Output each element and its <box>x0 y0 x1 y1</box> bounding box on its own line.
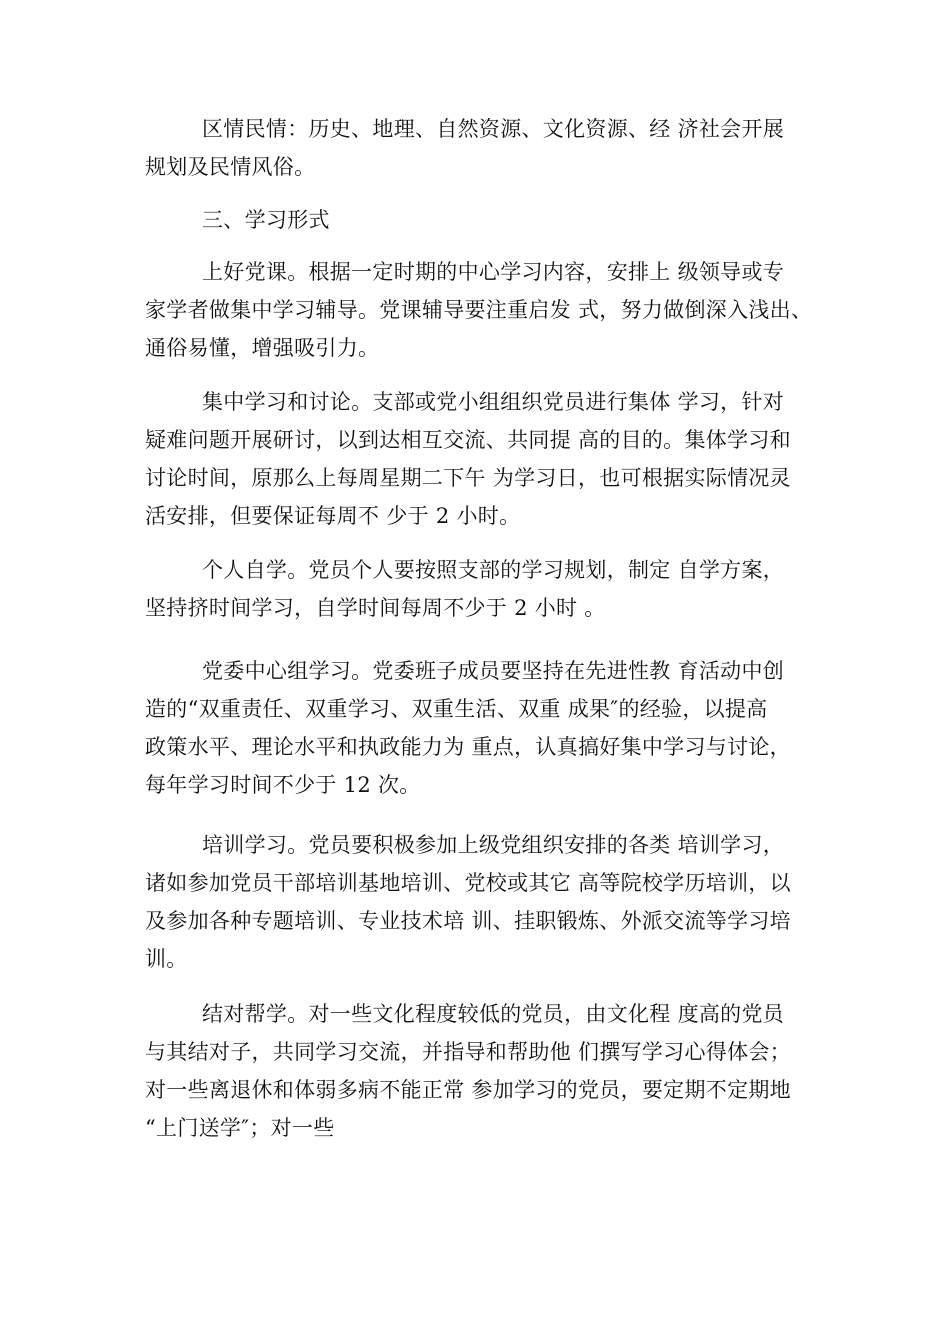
paragraph-training <box>145 826 825 978</box>
paragraph-paired-help <box>145 995 825 1147</box>
text-line: 集中学习和讨论。支部或党小组组织党员进行集体 学习，针对 <box>202 390 785 414</box>
text-line: 对一些离退休和体弱多病不能正常 参加学习的党员，要定期不定期地 <box>145 1078 791 1102</box>
paragraph-regional-info <box>145 110 825 186</box>
paragraph-self-study <box>145 551 825 627</box>
text-line: 每年学习时间不少于 12 次。 <box>145 773 421 797</box>
text-line: 活安排，但要保证每周不 少于 2 小时。 <box>145 504 521 528</box>
text-line: 疑难问题开展研讨，以到达相互交流、共同提 高的目的。集体学习和 <box>145 428 791 452</box>
text-line: 结对帮学。对一些文化程度较低的党员，由文化程 度高的党员 <box>202 1002 785 1026</box>
text-line: 上好党课。根据一定时期的中心学习内容，安排上 级领导或专 <box>202 260 785 284</box>
text-line: 坚持挤时间学习，自学时间每周不少于 2 小时 。 <box>145 596 606 620</box>
section-heading: 三、学习形式 <box>202 208 330 232</box>
text-line: 通俗易懂，增强吸引力。 <box>145 336 380 360</box>
text-line: 培训学习。党员要积极参加上级党组织安排的各类 培训学习， <box>202 833 785 857</box>
paragraph-committee-study <box>145 652 825 804</box>
text-line: 诸如参加党员干部培训基地培训、党校或其它 高等院校学历培训，以 <box>145 871 791 895</box>
text-line: 家学者做集中学习辅导。党课辅导要注重启发 式，努力做倒深入浅出、 <box>145 298 813 322</box>
text-line: 党委中心组学习。党委班子成员要坚持在先进性教 育活动中创 <box>202 659 785 683</box>
section-heading-learning-forms <box>145 201 825 239</box>
text-line: 及参加各种专题培训、专业技术培 训、挂职锻炼、外派交流等学习培 <box>145 909 791 933</box>
paragraph-party-lecture <box>145 253 825 367</box>
text-line: 个人自学。党员个人要按照支部的学习规划，制定 自学方案， <box>202 558 785 582</box>
text-line: 区情民情：历史、地理、自然资源、文化资源、经 济社会开展 <box>202 117 785 141</box>
text-line: 讨论时间，原那么上每周星期二下午 为学习日，也可根据实际情况灵 <box>145 466 791 490</box>
paragraph-group-study <box>145 383 825 535</box>
text-line: 规划及民情风俗。 <box>145 155 316 179</box>
text-line: 训。 <box>145 947 188 971</box>
text-line: 造的“双重责任、双重学习、双重生活、双重 成果″的经验，以提高 <box>145 697 768 721</box>
text-line: “上门送学″；对一些 <box>145 1116 335 1140</box>
text-line: 与其结对子，共同学习交流，并指导和帮助他 们撰写学习心得体会； <box>145 1040 791 1064</box>
text-line: 政策水平、理论水平和执政能力为 重点，认真搞好集中学习与讨论， <box>145 735 791 759</box>
